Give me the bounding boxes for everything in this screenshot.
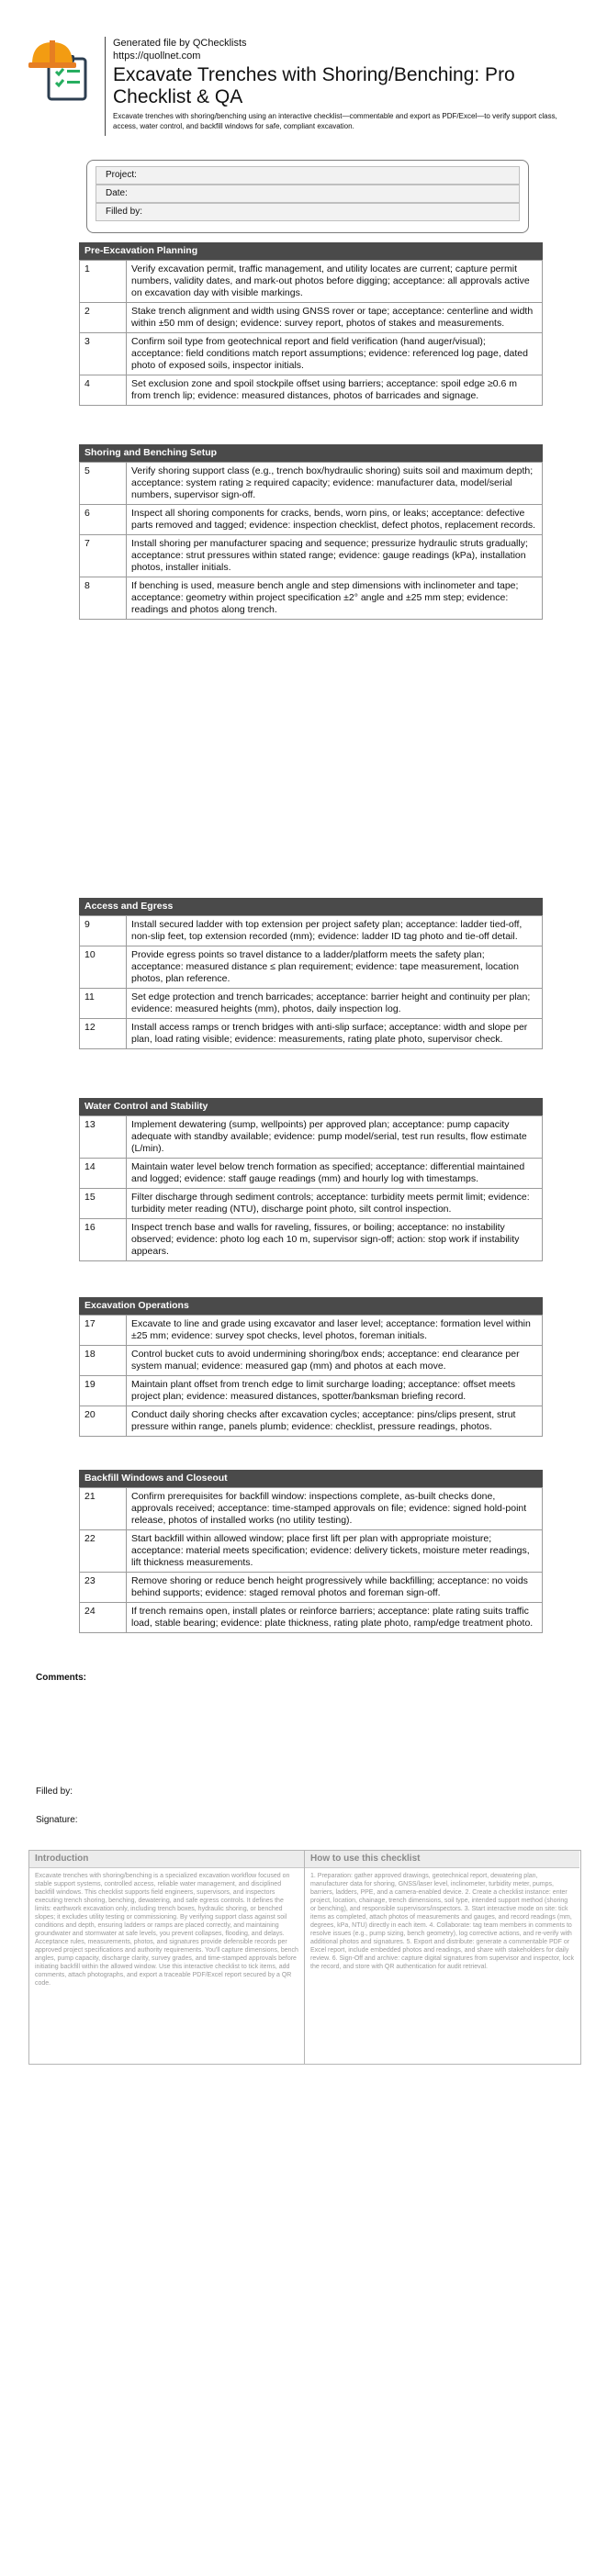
section-title: Pre-Excavation Planning <box>79 242 543 260</box>
checklist-row[interactable] <box>80 989 543 1019</box>
checklist-row[interactable] <box>80 1316 543 1346</box>
checklist-row[interactable] <box>80 505 543 535</box>
section-title: Excavation Operations <box>79 1297 543 1315</box>
item-number: 10 <box>80 946 127 989</box>
item-text: Stake trench alignment and width using GNSS rover or tape; acceptance: centerline and width within ±50 mm of design; evidence: survey report, photos of stakes and measurements. <box>127 303 543 333</box>
checklist-table <box>79 462 543 620</box>
item-text: Inspect trench base and walls for raveling, fissures, or boiling; acceptance: no instability observed; evidence: photo log each 10 m, supervisor sign-off; action: stop work if instability appears. <box>127 1219 543 1261</box>
item-number: 15 <box>80 1189 127 1219</box>
item-text: Remove shoring or reduce bench height progressively while backfilling; acceptance: no voids behind supports; evidence: staged removal photos and foreman sign-off. <box>127 1573 543 1603</box>
project-info-box <box>86 160 529 233</box>
item-text: If trench remains open, install plates or reinforce barriers; acceptance: plate rating suits traffic load, stable bearing; evidence: plate thickness, rating plate photo, ramp/edge treatment photo. <box>127 1603 543 1633</box>
checklist-row[interactable] <box>80 1573 543 1603</box>
item-text: Install access ramps or trench bridges with anti-slip surface; acceptance: width and slope per plan, load rating visible; evidence: measurements, rating plate photo, supervisor check. <box>127 1019 543 1049</box>
checklist-row[interactable] <box>80 916 543 946</box>
checklist-row[interactable] <box>80 1116 543 1159</box>
section-title: Access and Egress <box>79 898 543 915</box>
item-text: Verify shoring support class (e.g., trench box/hydraulic shoring) suits soil and maximum depth; acceptance: system rating ≥ required capacity; evidence: manufacturer data, model/serial numbers, supervisor sign-off. <box>127 463 543 505</box>
introduction-text: Excavate trenches with shoring/benching is a specialized excavation workflow focused on stable support systems, controlled access, reliable water management, and disciplined backfill windows. This checklist supports field engineers, supervisors, and inspectors executing trench shoring, benching, dewatering, and safe egress controls. It defines the limits: earthwork excavation only, including trench boxes, hydraulic shoring, or benched slopes; it excludes utility testing or commissioning. By verifying support class against soil conditions and depth, ensuring ladders or ramps are placed correctly, and maintaining groundwater and stormwater at safe levels, you prevent collapses, flooding, and delays. Acceptance rules, measurements, photos, and signatures provide defensible records per approved project specifications and authority requirements. You'll capture dimensions, bench angles, pump capacity, discharge clarity, survey grades, and time-stamped approvals before initiating backfill within the allowed window. Use this interactive checklist to tick items, add comments, attach photographs, and export a traceable PDF/Excel report secured by a QR code. <box>35 1873 298 1987</box>
checklist-row[interactable] <box>80 946 543 989</box>
checklist-row[interactable] <box>80 1019 543 1049</box>
checklist-row[interactable] <box>80 375 543 406</box>
section-title: Backfill Windows and Closeout <box>79 1470 543 1487</box>
item-number: 1 <box>80 261 127 303</box>
generated-by: Generated file by QChecklists <box>113 38 247 49</box>
section-title: Shoring and Benching Setup <box>79 444 543 462</box>
page-description: Excavate trenches with shoring/benching using an interactive checklist—commentable and export as PDF/Excel—to verify support class, access, water control, and backfill windows for safe, compliant excavation. <box>113 112 557 130</box>
item-text: Maintain water level below trench formation as specified; acceptance: differential maintained and logged; evidence: staff gauge readings (mm) and hourly log with timestamps. <box>127 1159 543 1189</box>
checklist-row[interactable] <box>80 1376 543 1406</box>
checklist-row[interactable] <box>80 535 543 577</box>
item-number: 8 <box>80 577 127 620</box>
item-text: Filter discharge through sediment controls; acceptance: turbidity meets permit limit; evidence: turbidity meter reading (NTU), discharge point photo, silt control inspection. <box>127 1189 543 1219</box>
introduction-title: Introduction <box>29 1851 304 1868</box>
section-shoring-benching <box>79 444 543 620</box>
checklist-row[interactable] <box>80 303 543 333</box>
checklist-table <box>79 1487 543 1633</box>
how-to-column <box>305 1851 579 2064</box>
section-water-control <box>79 1098 543 1261</box>
checklist-table <box>79 260 543 406</box>
source-url[interactable]: https://quollnet.com <box>113 50 201 62</box>
checklist-row[interactable] <box>80 1189 543 1219</box>
page-title: Excavate Trenches with Shoring/Benching: Pro Checklist & QA <box>113 64 515 107</box>
item-text: Conduct daily shoring checks after excavation cycles; acceptance: pins/clips present, strut pressure within range, panels plumb; evidence: checklist, pressure readings, photos. <box>127 1406 543 1437</box>
item-text: Verify excavation permit, traffic management, and utility locates are current; capture permit numbers, validity dates, and mark-out photos before digging; acceptance: all approvals active on excavation day with visible markings. <box>127 261 543 303</box>
section-pre-excavation <box>79 242 543 406</box>
checklist-row[interactable] <box>80 463 543 505</box>
checklist-row[interactable] <box>80 261 543 303</box>
item-number: 16 <box>80 1219 127 1261</box>
checklist-row[interactable] <box>80 1159 543 1189</box>
item-number: 7 <box>80 535 127 577</box>
checklist-row[interactable] <box>80 1530 543 1573</box>
info-panel <box>28 1850 581 2065</box>
how-to-title: How to use this checklist <box>305 1851 579 1868</box>
comments-label: Comments: <box>36 1673 87 1683</box>
item-text: Confirm prerequisites for backfill window: inspections complete, as-built checks done, approvals received; acceptance: time-stamped approvals on file; evidence: signed hold-point release, photos of installed works (no utility testing). <box>127 1488 543 1530</box>
item-number: 19 <box>80 1376 127 1406</box>
item-number: 6 <box>80 505 127 535</box>
item-text: Maintain plant offset from trench edge to limit surcharge loading; acceptance: offset meets project plan; evidence: measured distances, spotter/banksman briefing record. <box>127 1376 543 1406</box>
item-number: 22 <box>80 1530 127 1573</box>
checklist-table <box>79 915 543 1049</box>
checklist-row[interactable] <box>80 1603 543 1633</box>
item-number: 14 <box>80 1159 127 1189</box>
document-header <box>28 37 579 142</box>
item-text: Provide egress points so travel distance to a ladder/platform meets the safety plan; acceptance: measured distance ≤ plan requirement; evidence: tape measurement, location photos, plan reference. <box>127 946 543 989</box>
introduction-column <box>29 1851 305 2064</box>
item-text: Set exclusion zone and spoil stockpile offset using barriers; acceptance: spoil edge ≥0.6 m from trench lip; evidence: measured distances, photos of barricades and signage. <box>127 375 543 406</box>
item-number: 18 <box>80 1346 127 1376</box>
project-label: Project: <box>106 170 137 180</box>
item-number: 20 <box>80 1406 127 1437</box>
item-text: Start backfill within allowed window; place first lift per plan with appropriate moisture; acceptance: material meets specification; evidence: delivery tickets, moisture meter readings, lift thickness measurements. <box>127 1530 543 1573</box>
item-text: Install secured ladder with top extension per project safety plan; acceptance: ladder tied-off, non-slip feet, top extension recorded (mm); evidence: ladder ID tag photo and tie-off detail. <box>127 916 543 946</box>
item-text: If benching is used, measure bench angle and step dimensions with inclinometer and tape; acceptance: geometry within project specification ±2° angle and ±25 mm step; evidence: readings and photos along trench. <box>127 577 543 620</box>
checklist-row[interactable] <box>80 1406 543 1437</box>
item-number: 21 <box>80 1488 127 1530</box>
item-number: 17 <box>80 1316 127 1346</box>
checklist-table <box>79 1315 543 1437</box>
item-number: 11 <box>80 989 127 1019</box>
checklist-table <box>79 1115 543 1261</box>
checklist-row[interactable] <box>80 333 543 375</box>
signature-label: Signature: <box>36 1815 78 1825</box>
how-to-text: 1. Preparation: gather approved drawings, geotechnical report, dewatering plan, manufacturer data for shoring, GNSS/laser level, inclinometer, turbidity meter, pumps, barriers, ladders, PPE, and a camera-enabled device. 2. Create a checklist instance: enter project, location, chainage, trench dimensions, soil type, intended support method (shoring or benching), and responsible supervisors/inspectors. 3. Start interactive mode on site: tick items as completed, attach photos of measurements and gauges, and record readings (mm, degrees, kPa, NTU) directly in each item. 4. Collaborate: tag team members in comments to resolve issues (e.g., pump sizing, bench geometry), log corrective actions, and re-verify with additional photos and signatures. 5. Export and distribute: generate a commentable PDF or Excel report, include embedded photos and readings, and share with stakeholders for daily review. 6. Sign-Off and archive: capture digital signatures from supervisor and inspector, lock the record, and store with QR authentication for audit retrieval. <box>310 1873 575 1970</box>
item-text: Install shoring per manufacturer spacing and sequence; pressurize hydraulic struts gradually; acceptance: strut pressures within stated range; evidence: gauge readings (kPa), installation photos, installer initials. <box>127 535 543 577</box>
date-field[interactable] <box>96 185 520 203</box>
logo-hardhat-clipboard-icon <box>28 37 95 103</box>
item-number: 24 <box>80 1603 127 1633</box>
filled-by-field[interactable] <box>96 203 520 221</box>
section-excavation-operations <box>79 1297 543 1437</box>
header-divider <box>105 37 106 136</box>
item-text: Set edge protection and trench barricades; acceptance: barrier height and continuity per plan; evidence: measured heights (mm), photos, daily inspection log. <box>127 989 543 1019</box>
item-text: Inspect all shoring components for cracks, bends, worn pins, or leaks; acceptance: defective parts removed and tagged; evidence: inspection checklist, defect photos, replacement records. <box>127 505 543 535</box>
item-text: Confirm soil type from geotechnical report and field verification (hand auger/visual); acceptance: field conditions match report assumptions; evidence: referenced log page, dated photo of exposed soils, inspector initials. <box>127 333 543 375</box>
item-number: 3 <box>80 333 127 375</box>
project-field[interactable] <box>96 166 520 185</box>
checklist-row[interactable] <box>80 1219 543 1261</box>
date-label: Date: <box>106 188 128 198</box>
checklist-row[interactable] <box>80 1346 543 1376</box>
item-number: 12 <box>80 1019 127 1049</box>
item-number: 13 <box>80 1116 127 1159</box>
item-text: Excavate to line and grade using excavator and laser level; acceptance: formation level within ±25 mm; evidence: survey spot checks, level photos, foreman initials. <box>127 1316 543 1346</box>
item-text: Implement dewatering (sump, wellpoints) per approved plan; acceptance: pump capacity adequate with standby available; evidence: pump model/serial, test run results, flow estimate (L/min). <box>127 1116 543 1159</box>
checklist-row[interactable] <box>80 1488 543 1530</box>
item-number: 2 <box>80 303 127 333</box>
section-backfill-closeout <box>79 1470 543 1633</box>
section-access-egress <box>79 898 543 1049</box>
item-text: Control bucket cuts to avoid undermining shoring/box ends; acceptance: end clearance per system manual; evidence: measured gap (mm) and photos at each move. <box>127 1346 543 1376</box>
checklist-row[interactable] <box>80 577 543 620</box>
section-title: Water Control and Stability <box>79 1098 543 1115</box>
item-number: 23 <box>80 1573 127 1603</box>
filled-by-footer-label: Filled by: <box>36 1786 73 1797</box>
item-number: 9 <box>80 916 127 946</box>
item-number: 5 <box>80 463 127 505</box>
item-number: 4 <box>80 375 127 406</box>
filled-by-label: Filled by: <box>106 207 143 217</box>
